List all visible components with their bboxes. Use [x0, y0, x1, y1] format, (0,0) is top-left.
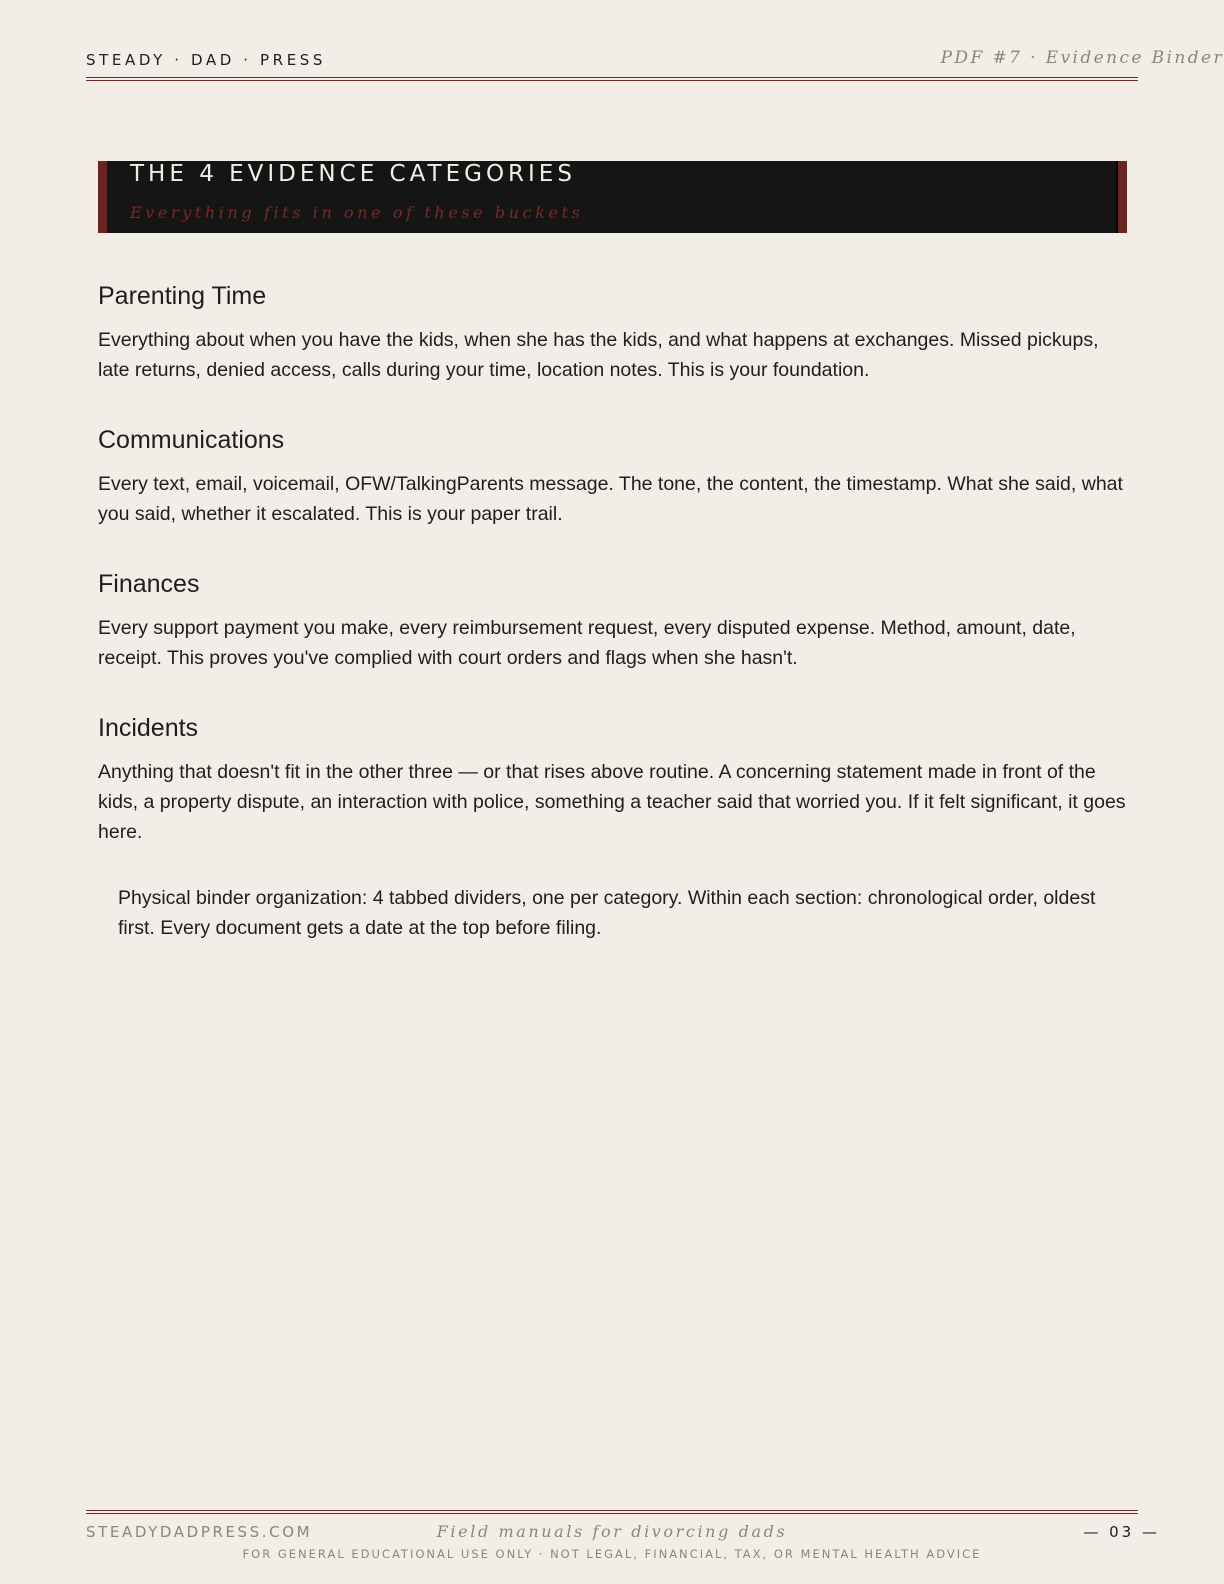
category-finances [98, 567, 1128, 673]
category-heading: Finances [98, 570, 200, 598]
category-heading: Incidents [98, 714, 199, 742]
category-parenting-time [98, 279, 1128, 385]
header-document-label: PDF #7 · Evidence Binder [940, 48, 1224, 68]
footer-site-link[interactable]: STEADYDADPRESS.COM [86, 1523, 313, 1541]
category-body: Everything about when you have the kids, when she has the kids, and what happens at exchanges. Missed pickups, late returns, denied access, calls during your time, location notes. This is your foundation. [98, 329, 1099, 381]
category-incidents [98, 711, 1128, 847]
banner-subtitle: Everything fits in one of these buckets [130, 203, 584, 222]
category-body: Every text, email, voicemail, OFW/TalkingParents message. The tone, the content, the timestamp. What she said, what you said, whether it escalated. This is your paper trail. [98, 473, 1123, 525]
category-communications [98, 423, 1128, 529]
footer-tagline: Field manuals for divorcing dads [436, 1522, 788, 1541]
page-number: — 03 — [1083, 1523, 1160, 1541]
category-heading: Parenting Time [98, 282, 267, 310]
category-heading: Communications [98, 426, 285, 454]
header-rule [86, 77, 1138, 81]
footer-disclaimer: FOR GENERAL EDUCATIONAL USE ONLY · NOT LEGAL, FINANCIAL, TAX, OR MENTAL HEALTH ADVICE [242, 1547, 982, 1561]
footer-rule [86, 1510, 1138, 1514]
banner-inner [107, 161, 1118, 233]
banner-title: THE 4 EVIDENCE CATEGORIES [130, 161, 576, 187]
section-banner [98, 161, 1127, 233]
header-brand: STEADY · DAD · PRESS [86, 51, 327, 69]
category-body: Every support payment you make, every reimbursement request, every disputed expense. Method, amount, date, receipt. This proves you've complied with court orders and flags when she hasn't. [98, 617, 1076, 669]
binder-organization-note: Physical binder organization: 4 tabbed dividers, one per category. Within each section: chronological order, oldest first. Every document gets a date at the top before filing. [118, 887, 1096, 939]
main-content [98, 279, 1128, 943]
category-body: Anything that doesn't fit in the other three — or that rises above routine. A concerning statement made in front of the kids, a property dispute, an interaction with police, something a teacher said that worried you. If it felt significant, it goes here. [98, 761, 1126, 843]
